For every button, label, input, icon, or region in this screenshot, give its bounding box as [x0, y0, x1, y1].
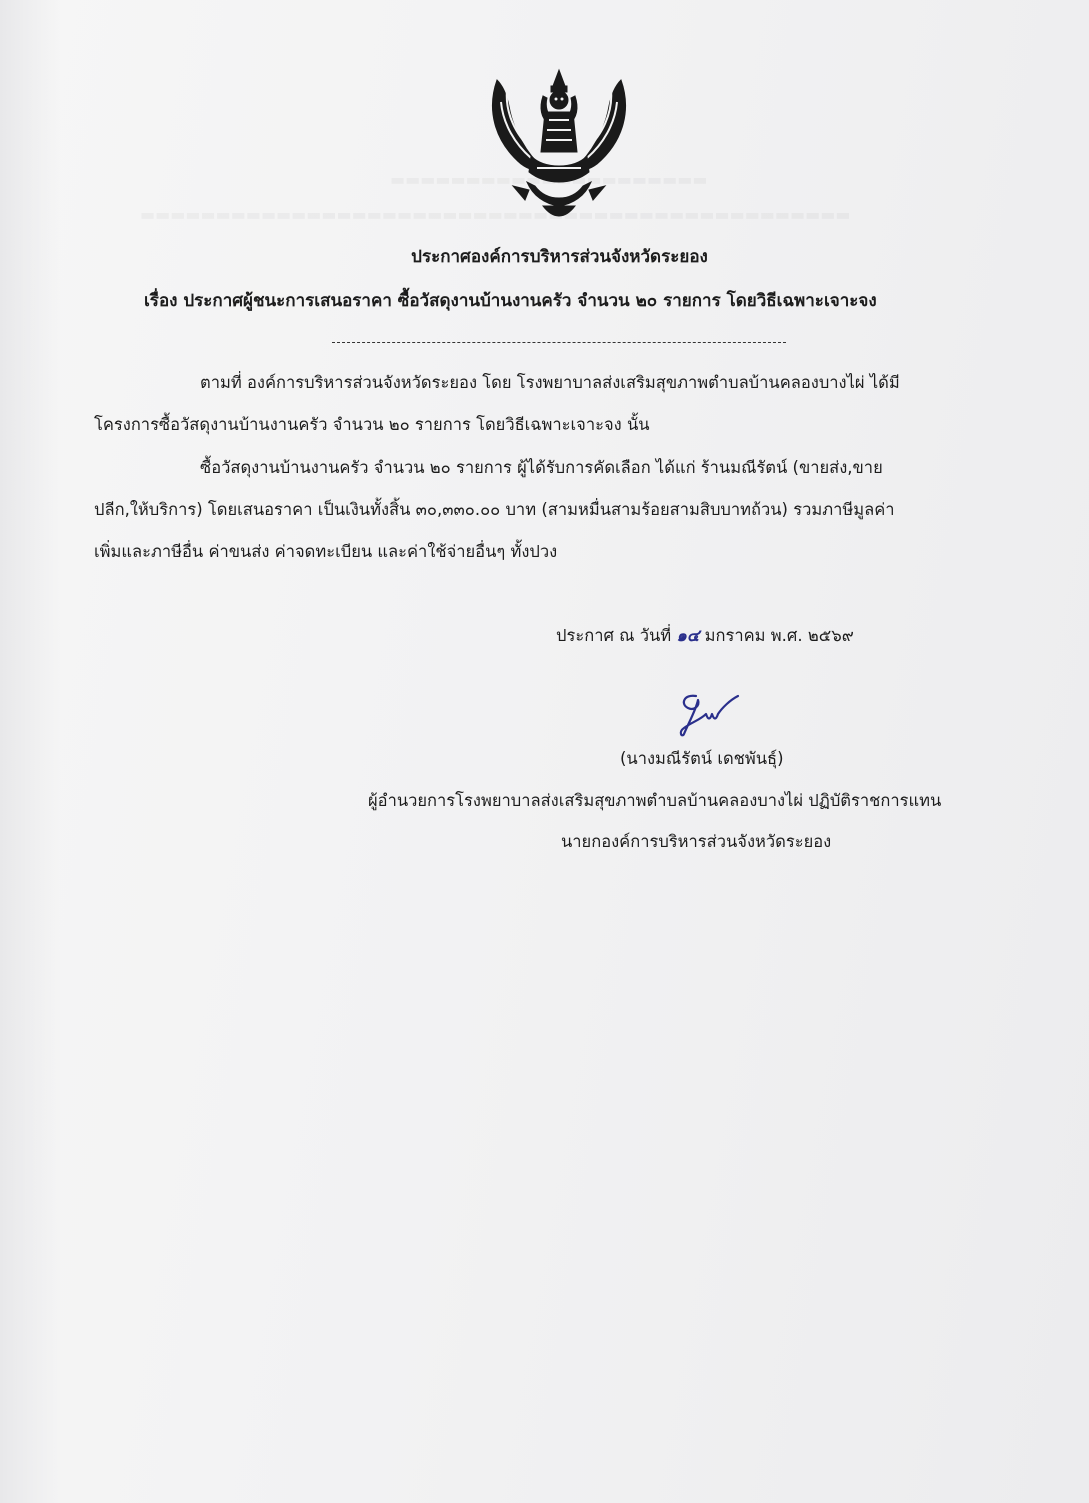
dateline-prefix: ประกาศ ณ วันที่ [556, 626, 672, 645]
dateline-day: ๑๔ [676, 626, 700, 645]
dateline [556, 625, 854, 647]
announcement-subject: เรื่อง ประกาศผู้ชนะการเสนอราคา ซื้อวัสดุงานบ้านงานครัว จำนวน ๒๐ รายการ โดยวิธีเฉพาะเจาะจง [144, 291, 877, 311]
paragraph-2-line-3: เพิ่มและภาษีอื่น ค่าขนส่ง ค่าจดทะเบียน และค่าใช้จ่ายอื่นๆ ทั้งปวง [94, 542, 558, 561]
paragraph-1-line-1: ตามที่ องค์การบริหารส่วนจังหวัดระยอง โดย โรงพยาบาลส่งเสริมสุขภาพตำบลบ้านคลองบางไผ่ ได้มี [200, 373, 900, 392]
signatory-position-line-2: นายกองค์การบริหารส่วนจังหวัดระยอง [561, 832, 832, 851]
signatory-position-line-1: ผู้อำนวยการโรงพยาบาลส่งเสริมสุขภาพตำบลบ้านคลองบางไผ่ ปฏิบัติราชการแทน [368, 791, 942, 810]
paragraph-2-line-1: ซื้อวัสดุงานบ้านงานครัว จำนวน ๒๐ รายการ ผู้ได้รับการคัดเลือก ได้แก่ ร้านมณีรัตน์ (ขายส่ง,ขาย [200, 458, 883, 477]
garuda-emblem-icon [483, 68, 635, 218]
dateline-suffix: มกราคม พ.ศ. ๒๕๖๙ [704, 626, 854, 645]
handwritten-signature-icon [676, 690, 746, 738]
announcement-title: ประกาศองค์การบริหารส่วนจังหวัดระยอง [411, 247, 708, 267]
paragraph-2-line-2: ปลีก,ให้บริการ) โดยเสนอราคา เป็นเงินทั้งสิ้น ๓๐,๓๓๐.๐๐ บาท (สามหมื่นสามร้อยสามสิบบาทถ้วน) รวมภาษีมูลค่า [94, 500, 895, 519]
page-edge-shadow [0, 0, 60, 1503]
title-divider [332, 342, 786, 343]
paragraph-1-line-2: โครงการซื้อวัสดุงานบ้านงานครัว จำนวน ๒๐ รายการ โดยวิธีเฉพาะเจาะจง นั้น [94, 415, 650, 434]
signatory-name: (นางมณีรัตน์ เดชพันธุ์) [620, 749, 784, 768]
